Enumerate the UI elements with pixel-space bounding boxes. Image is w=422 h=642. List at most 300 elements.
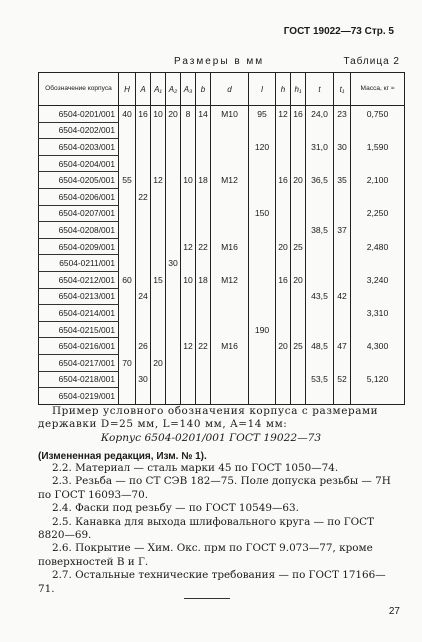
table-cell [166, 188, 181, 205]
table-cell [306, 238, 334, 255]
table-cell [334, 271, 351, 288]
table-cell [181, 288, 196, 305]
requirement-item: 2.5. Канавка для выхода шлифовального круга — по ГОСТ 8820—69. [38, 515, 375, 542]
table-cell [334, 255, 351, 272]
table-cell [151, 122, 166, 139]
table-cell: 10 [181, 172, 196, 189]
table-cell [119, 321, 136, 338]
table-cell: 43,5 [306, 288, 334, 305]
housing-designation: 6504-0208/001 [39, 222, 119, 239]
table-cell [211, 139, 249, 156]
table-cell [136, 155, 151, 172]
table-cell [249, 172, 276, 189]
table-cell: M16 [211, 238, 249, 255]
table-cell [196, 321, 211, 338]
table-cell [166, 139, 181, 156]
table-row [39, 155, 405, 172]
table-cell: 16 [136, 106, 151, 123]
table-cell: 15 [151, 271, 166, 288]
requirement-item: 2.4. Фаски под резьбу — по ГОСТ 10549—63. [52, 502, 299, 515]
table-cell [306, 122, 334, 139]
table-cell [351, 354, 405, 371]
table-cell [249, 305, 276, 322]
table-cell [291, 155, 306, 172]
table-row [39, 388, 405, 405]
table-cell [334, 321, 351, 338]
table-cell: 1,590 [351, 139, 405, 156]
table-cell [351, 288, 405, 305]
table-cell [166, 305, 181, 322]
table-cell: 30 [334, 139, 351, 156]
table-cell [351, 321, 405, 338]
table-cell [249, 155, 276, 172]
table-cell [166, 238, 181, 255]
table-cell [166, 205, 181, 222]
table-cell [136, 205, 151, 222]
table-cell: 70 [119, 354, 136, 371]
table-row [39, 238, 405, 255]
table-cell [196, 255, 211, 272]
table-cell [306, 188, 334, 205]
table-cell [151, 305, 166, 322]
requirement-item: 2.2. Материал — сталь марки 45 по ГОСТ 1050—74. [52, 462, 339, 474]
table-cell [276, 205, 291, 222]
housing-designation: 6504-0201/001 [39, 106, 119, 123]
table-cell [136, 122, 151, 139]
table-cell: 4,300 [351, 338, 405, 355]
table-cell [334, 205, 351, 222]
table-cell: M12 [211, 172, 249, 189]
table-cell: 20 [151, 354, 166, 371]
table-cell [136, 354, 151, 371]
table-cell [276, 222, 291, 239]
table-cell [196, 388, 211, 405]
table-cell [276, 122, 291, 139]
table-row [39, 188, 405, 205]
table-cell [151, 288, 166, 305]
table-cell [249, 238, 276, 255]
table-cell [196, 288, 211, 305]
table-cell [136, 271, 151, 288]
requirement-item: 2.3. Резьба — по СТ СЭВ 182—75. Поле допуска резьбы — 7H по ГОСТ 16093—70. [38, 475, 391, 501]
table-cell [306, 321, 334, 338]
table-cell [181, 388, 196, 405]
table-cell: 12 [151, 172, 166, 189]
table-cell [119, 188, 136, 205]
table-cell [276, 371, 291, 388]
housing-designation: 6504-0217/001 [39, 354, 119, 371]
housing-designation: 6504-0214/001 [39, 305, 119, 322]
table-cell [211, 222, 249, 239]
table-cell [119, 139, 136, 156]
table-cell: M12 [211, 271, 249, 288]
table-cell: 22 [196, 238, 211, 255]
table-row [39, 139, 405, 156]
dimensions-table [38, 72, 405, 405]
table-row [39, 371, 405, 388]
table-cell [166, 354, 181, 371]
table-cell: 30 [136, 371, 151, 388]
table-cell [119, 155, 136, 172]
table-cell [151, 139, 166, 156]
table-cell: 20 [276, 238, 291, 255]
table-cell: 24 [136, 288, 151, 305]
table-cell [181, 354, 196, 371]
table-cell [211, 288, 249, 305]
change-note: (Измененная редакция, Изм. № 1). [38, 451, 207, 462]
table-row [39, 305, 405, 322]
table-cell: 23 [334, 106, 351, 123]
table-cell: 190 [249, 321, 276, 338]
column-header: l [249, 73, 276, 106]
table-cell: 12 [181, 338, 196, 355]
table-cell [291, 388, 306, 405]
table-cell [181, 188, 196, 205]
housing-designation: 6504-0204/001 [39, 155, 119, 172]
table-cell [151, 188, 166, 205]
table-cell [166, 155, 181, 172]
table-cell [211, 388, 249, 405]
table-cell [306, 388, 334, 405]
table-cell [351, 388, 405, 405]
table-cell [151, 155, 166, 172]
table-number: Таблица 2 [343, 56, 400, 67]
table-cell: 42 [334, 288, 351, 305]
table-cell [334, 122, 351, 139]
table-cell [166, 172, 181, 189]
table-cell [119, 255, 136, 272]
table-cell [211, 188, 249, 205]
requirement-item: 2.7. Остальные технические требования — по ГОСТ 17166—71. [38, 569, 386, 595]
table-cell: 3,240 [351, 271, 405, 288]
table-cell: 25 [291, 238, 306, 255]
table-cell [249, 222, 276, 239]
table-cell [151, 371, 166, 388]
table-cell [181, 222, 196, 239]
table-cell [291, 255, 306, 272]
table-cell [151, 255, 166, 272]
table-row [39, 321, 405, 338]
table-cell [334, 188, 351, 205]
table-cell: 20 [291, 271, 306, 288]
table-cell [291, 122, 306, 139]
table-cell [119, 222, 136, 239]
table-cell: 52 [334, 371, 351, 388]
table-cell: 16 [276, 271, 291, 288]
table-cell [166, 122, 181, 139]
table-cell: 38,5 [306, 222, 334, 239]
table-cell: 20 [291, 172, 306, 189]
column-header: A [136, 73, 151, 106]
table-cell [276, 255, 291, 272]
housing-designation: 6504-0219/001 [39, 388, 119, 405]
table-cell [249, 122, 276, 139]
table-cell [306, 305, 334, 322]
column-header: A₂ [166, 73, 181, 106]
table-cell [211, 255, 249, 272]
table-cell [196, 222, 211, 239]
table-cell [291, 371, 306, 388]
table-cell: 12 [181, 238, 196, 255]
table-cell [291, 139, 306, 156]
table-cell [181, 122, 196, 139]
table-cell [306, 155, 334, 172]
table-cell [306, 271, 334, 288]
table-cell [136, 255, 151, 272]
table-cell [119, 388, 136, 405]
table-cell [196, 371, 211, 388]
table-cell [136, 139, 151, 156]
table-cell: 16 [291, 106, 306, 123]
table-cell [136, 321, 151, 338]
table-cell [166, 222, 181, 239]
table-cell [291, 288, 306, 305]
column-header: h [276, 73, 291, 106]
table-cell [181, 155, 196, 172]
housing-designation: 6504-0203/001 [39, 139, 119, 156]
table-cell [181, 139, 196, 156]
housing-designation: 6504-0212/001 [39, 271, 119, 288]
table-cell: 12 [276, 106, 291, 123]
table-cell [151, 388, 166, 405]
table-cell [351, 255, 405, 272]
table-cell [119, 305, 136, 322]
table-cell: 47 [334, 338, 351, 355]
table-cell [151, 205, 166, 222]
table-cell: 20 [166, 106, 181, 123]
table-cell [119, 122, 136, 139]
table-cell [334, 354, 351, 371]
table-cell: 0,750 [351, 106, 405, 123]
table-cell: 2,100 [351, 172, 405, 189]
table-row [39, 205, 405, 222]
housing-designation: 6504-0216/001 [39, 338, 119, 355]
table-cell: 2,480 [351, 238, 405, 255]
page-header: ГОСТ 19022—73 Стр. 5 [283, 26, 394, 37]
table-cell: 16 [276, 172, 291, 189]
table-cell [276, 354, 291, 371]
table-row [39, 172, 405, 189]
table-row [39, 271, 405, 288]
column-header: Обозначение корпуса [39, 73, 119, 106]
table-cell [276, 155, 291, 172]
table-cell: 3,310 [351, 305, 405, 322]
units-caption: Размеры в мм [174, 56, 265, 67]
housing-designation: 6504-0215/001 [39, 321, 119, 338]
table-cell [136, 388, 151, 405]
column-header: A₃ [181, 73, 196, 106]
table-cell [119, 371, 136, 388]
table-cell [249, 338, 276, 355]
table-cell [119, 288, 136, 305]
table-cell [196, 188, 211, 205]
table-cell: 26 [136, 338, 151, 355]
table-cell [249, 271, 276, 288]
page-number: 27 [388, 606, 400, 617]
column-header: h₁ [291, 73, 306, 106]
table-cell: 60 [119, 271, 136, 288]
table-cell [136, 305, 151, 322]
housing-designation: 6504-0211/001 [39, 255, 119, 272]
table-row [39, 288, 405, 305]
table-cell [181, 255, 196, 272]
requirement-item: 2.6. Покрытие — Хим. Окс. прм по ГОСТ 9.073—77, кроме поверхностей B и Г. [38, 542, 373, 568]
table-cell [276, 188, 291, 205]
table-row [39, 122, 405, 139]
table-cell: M16 [211, 338, 249, 355]
table-cell: 22 [196, 338, 211, 355]
table-cell [166, 338, 181, 355]
table-cell [351, 188, 405, 205]
table-cell [291, 354, 306, 371]
table-cell: 37 [334, 222, 351, 239]
table-cell [166, 371, 181, 388]
table-cell [196, 354, 211, 371]
table-cell: 36,5 [306, 172, 334, 189]
table-cell [306, 354, 334, 371]
table-cell [249, 288, 276, 305]
table-cell [119, 338, 136, 355]
table-cell [334, 388, 351, 405]
table-cell [306, 205, 334, 222]
column-header: t [306, 73, 334, 106]
table-cell [276, 288, 291, 305]
table-cell: 20 [276, 338, 291, 355]
table-cell: M10 [211, 106, 249, 123]
table-cell [211, 122, 249, 139]
table-cell: 120 [249, 139, 276, 156]
table-cell [276, 139, 291, 156]
table-cell [151, 321, 166, 338]
table-cell [181, 305, 196, 322]
table-cell [276, 305, 291, 322]
column-header: A₁ [151, 73, 166, 106]
table-cell: 10 [181, 271, 196, 288]
example-code: Корпус 6504-0201/001 ГОСТ 19022—73 [100, 432, 322, 444]
table-cell [136, 222, 151, 239]
table-cell: 48,5 [306, 338, 334, 355]
table-cell [196, 155, 211, 172]
table-cell [351, 222, 405, 239]
table-cell: 55 [119, 172, 136, 189]
table-cell [291, 205, 306, 222]
table-cell [291, 188, 306, 205]
table-cell [136, 172, 151, 189]
table-cell [211, 321, 249, 338]
column-header: b [196, 73, 211, 106]
table-cell [211, 371, 249, 388]
table-cell: 18 [196, 172, 211, 189]
table-cell [334, 155, 351, 172]
table-cell [211, 155, 249, 172]
table-cell [181, 205, 196, 222]
table-cell [334, 305, 351, 322]
table-cell: 95 [249, 106, 276, 123]
table-cell [119, 205, 136, 222]
table-cell: 25 [291, 338, 306, 355]
column-header: H [119, 73, 136, 106]
housing-designation: 6504-0207/001 [39, 205, 119, 222]
table-cell [291, 321, 306, 338]
table-cell [249, 354, 276, 371]
table-cell [249, 255, 276, 272]
table-cell [166, 388, 181, 405]
table-cell: 5,120 [351, 371, 405, 388]
table-cell [196, 139, 211, 156]
column-header: Масса, кг ≈ [351, 73, 405, 106]
table-cell [166, 288, 181, 305]
table-cell [276, 388, 291, 405]
housing-designation: 6504-0209/001 [39, 238, 119, 255]
table-cell [306, 255, 334, 272]
table-cell [151, 338, 166, 355]
table-cell [249, 371, 276, 388]
table-cell [119, 238, 136, 255]
example-text: Пример условного обозначения корпуса с размерами державки D=25 мм, L=140 мм, A=14 мм: [38, 405, 379, 431]
housing-designation: 6504-0205/001 [39, 172, 119, 189]
column-header: t₁ [334, 73, 351, 106]
table-cell [211, 305, 249, 322]
table-cell [181, 371, 196, 388]
table-cell [249, 388, 276, 405]
table-cell [151, 222, 166, 239]
table-cell [291, 305, 306, 322]
table-cell: 18 [196, 271, 211, 288]
table-cell [196, 122, 211, 139]
column-header: d [211, 73, 249, 106]
table-cell: 30 [166, 255, 181, 272]
table-cell: 31,0 [306, 139, 334, 156]
table-header-row [39, 73, 405, 106]
table-row [39, 338, 405, 355]
table-cell: 53,5 [306, 371, 334, 388]
table-cell: 150 [249, 205, 276, 222]
requirements-list [38, 462, 400, 596]
table-cell [166, 321, 181, 338]
housing-designation: 6504-0206/001 [39, 188, 119, 205]
table-cell: 8 [181, 106, 196, 123]
table-cell: 22 [136, 188, 151, 205]
table-cell: 24,0 [306, 106, 334, 123]
table-cell [276, 321, 291, 338]
table-cell [351, 122, 405, 139]
table-row [39, 106, 405, 123]
table-cell: 2,250 [351, 205, 405, 222]
table-cell [136, 238, 151, 255]
table-cell: 14 [196, 106, 211, 123]
table-row [39, 354, 405, 371]
table-cell: 35 [334, 172, 351, 189]
table-cell [181, 321, 196, 338]
table-cell [196, 305, 211, 322]
table-cell [211, 354, 249, 371]
table-cell [249, 188, 276, 205]
table-cell [351, 155, 405, 172]
housing-designation: 6504-0202/001 [39, 122, 119, 139]
table-cell [196, 205, 211, 222]
table-row [39, 222, 405, 239]
table-cell [211, 205, 249, 222]
table-cell: 40 [119, 106, 136, 123]
housing-designation: 6504-0213/001 [39, 288, 119, 305]
table-row [39, 255, 405, 272]
housing-designation: 6504-0218/001 [39, 371, 119, 388]
table-cell [291, 222, 306, 239]
table-cell [151, 238, 166, 255]
table-cell [166, 271, 181, 288]
table-cell [334, 238, 351, 255]
footnote-rule [184, 598, 230, 599]
